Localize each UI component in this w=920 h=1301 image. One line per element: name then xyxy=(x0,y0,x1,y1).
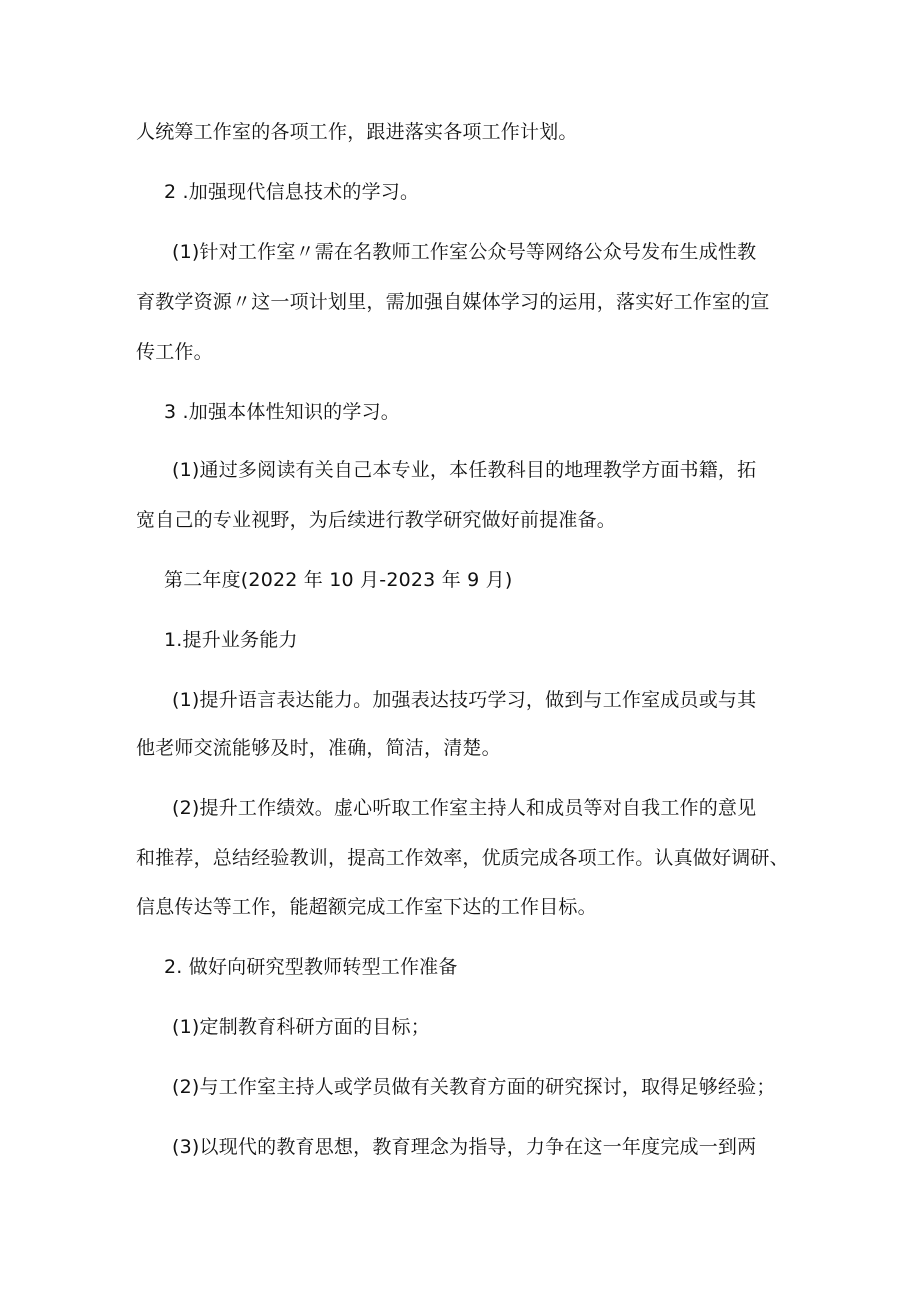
list-item-2: (2)与工作室主持人或学员做有关教育方面的研究探讨，取得足够经验； xyxy=(172,1076,776,1098)
paragraph-2-line-1: (1)通过多阅读有关自己本专业，本任教科目的地理教学方面书籍，拓 xyxy=(172,459,757,481)
paragraph-3-line-1: (1)提升语言表达能力。加强表达技巧学习，做到与工作室成员或与其 xyxy=(172,689,757,711)
list-item-3: (3)以现代的教育思想，教育理念为指导，力争在这一年度完成一到两 xyxy=(172,1136,757,1158)
year-heading: 第二年度(2022 年 10 月-2023 年 9 月) xyxy=(164,569,513,591)
paragraph-1-line-2: 育教学资源〃这一项计划里，需加强自媒体学习的运用，落实好工作室的宣 xyxy=(136,291,770,313)
subheading-2: 2. 做好向研究型教师转型工作准备 xyxy=(164,956,458,978)
paragraph-4-line-1: (2)提升工作绩效。虚心听取工作室主持人和成员等对自我工作的意见 xyxy=(172,797,757,819)
paragraph-1-line-3: 传工作。 xyxy=(136,341,213,363)
paragraph-4-line-3: 信息传达等工作，能超额完成工作室下达的工作目标。 xyxy=(136,896,597,918)
section-heading-2: 2 .加强现代信息技术的学习。 xyxy=(164,181,420,203)
paragraph-2-line-2: 宽自己的专业视野，为后续进行教学研究做好前提准备。 xyxy=(136,509,617,531)
subheading-1: 1.提升业务能力 xyxy=(164,629,298,651)
list-item-1: (1)定制教育科研方面的目标； xyxy=(172,1016,430,1038)
paragraph-1-line-1: (1)针对工作室〃需在名教师工作室公众号等网络公众号发布生成性教 xyxy=(172,241,757,263)
paragraph-4-line-2: 和推荐，总结经验教训，提高工作效率，优质完成各项工作。认真做好调研、 xyxy=(136,847,789,869)
text-line-1: 人统筹工作室的各项工作，跟进落实各项工作计划。 xyxy=(136,121,578,143)
paragraph-3-line-2: 他老师交流能够及时，准确，简洁，清楚。 xyxy=(136,737,501,759)
section-heading-3: 3 .加强本体性知识的学习。 xyxy=(164,401,400,423)
